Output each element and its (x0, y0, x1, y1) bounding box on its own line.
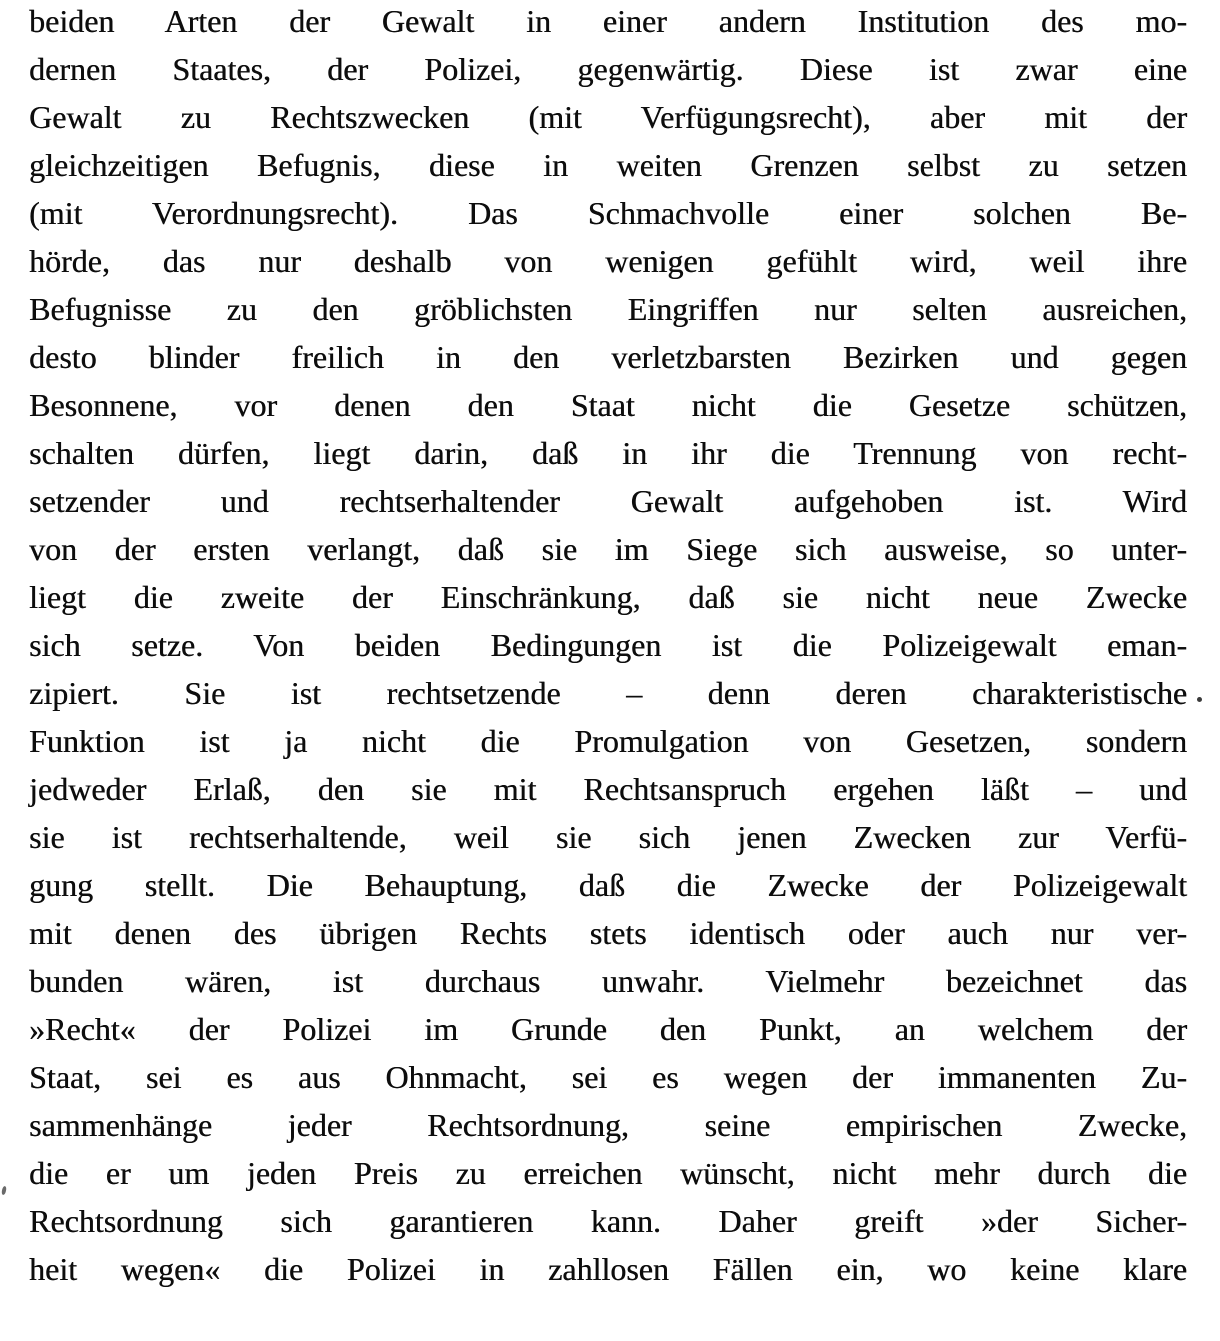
text-line: gleichzeitigen Befugnis, diese in weiten Grenzen selbst zu setzen (29, 147, 1187, 183)
text-line: beiden Arten der Gewalt in einer andern Institution des mo- (29, 3, 1187, 39)
text-line: Staat, sei es aus Ohnmacht, sei es wegen der immanenten Zu- (29, 1059, 1187, 1095)
text-line: Befugnisse zu den gröblichsten Eingriffen nur selten ausreichen, (29, 291, 1187, 327)
text-line: sie ist rechtserhaltende, weil sie sich jenen Zwecken zur Verfü- (29, 819, 1187, 855)
text-line: dernen Staates, der Polizei, gegenwärtig. Diese ist zwar eine (29, 51, 1187, 87)
text-line: Gewalt zu Rechtszwecken (mit Verfügungsrecht), aber mit der (29, 99, 1187, 135)
text-line: schalten dürfen, liegt darin, daß in ihr die Trennung von recht- (29, 435, 1187, 471)
text-line: zipiert. Sie ist rechtsetzende – denn deren charakteristische (29, 675, 1187, 711)
text-line: (mit Verordnungsrecht). Das Schmachvolle einer solchen Be- (29, 195, 1187, 231)
text-line: mit denen des übrigen Rechts stets identisch oder auch nur ver- (29, 915, 1187, 951)
text-line: liegt die zweite der Einschränkung, daß sie nicht neue Zwecke (29, 579, 1187, 615)
text-line: sammenhänge jeder Rechtsordnung, seine empirischen Zwecke, (29, 1107, 1187, 1143)
text-line: jedweder Erlaß, den sie mit Rechtsanspruch ergehen läßt – und (29, 771, 1187, 807)
text-line: »Recht« der Polizei im Grunde den Punkt, an welchem der (29, 1011, 1187, 1047)
text-line: von der ersten verlangt, daß sie im Siege sich ausweise, so unter- (29, 531, 1187, 567)
text-line: bunden wären, ist durchaus unwahr. Vielmehr bezeichnet das (29, 963, 1187, 999)
text-line: die er um jeden Preis zu erreichen wünscht, nicht mehr durch die (29, 1155, 1187, 1191)
text-line: setzender und rechtserhaltender Gewalt aufgehoben ist. Wird (29, 483, 1187, 519)
text-line: hörde, das nur deshalb von wenigen gefühlt wird, weil ihre (29, 243, 1187, 279)
scan-speck (1, 1186, 7, 1196)
text-line-clipped: heit wegen« die Polizei in zahllosen Fällen ein, wo keine klare (29, 1251, 1187, 1287)
text-line: Besonnene, vor denen den Staat nicht die Gesetze schützen, (29, 387, 1187, 423)
text-line: desto blinder freilich in den verletzbarsten Bezirken und gegen (29, 339, 1187, 375)
body-text-paragraph (29, 0, 1187, 1293)
text-line: gung stellt. Die Behauptung, daß die Zwecke der Polizeigewalt (29, 867, 1187, 903)
text-line: Rechtsordnung sich garantieren kann. Daher greift »der Sicher- (29, 1203, 1187, 1239)
scan-speck (1197, 697, 1202, 702)
text-line: sich setze. Von beiden Bedingungen ist die Polizeigewalt eman- (29, 627, 1187, 663)
text-line: Funktion ist ja nicht die Promulgation von Gesetzen, sondern (29, 723, 1187, 759)
